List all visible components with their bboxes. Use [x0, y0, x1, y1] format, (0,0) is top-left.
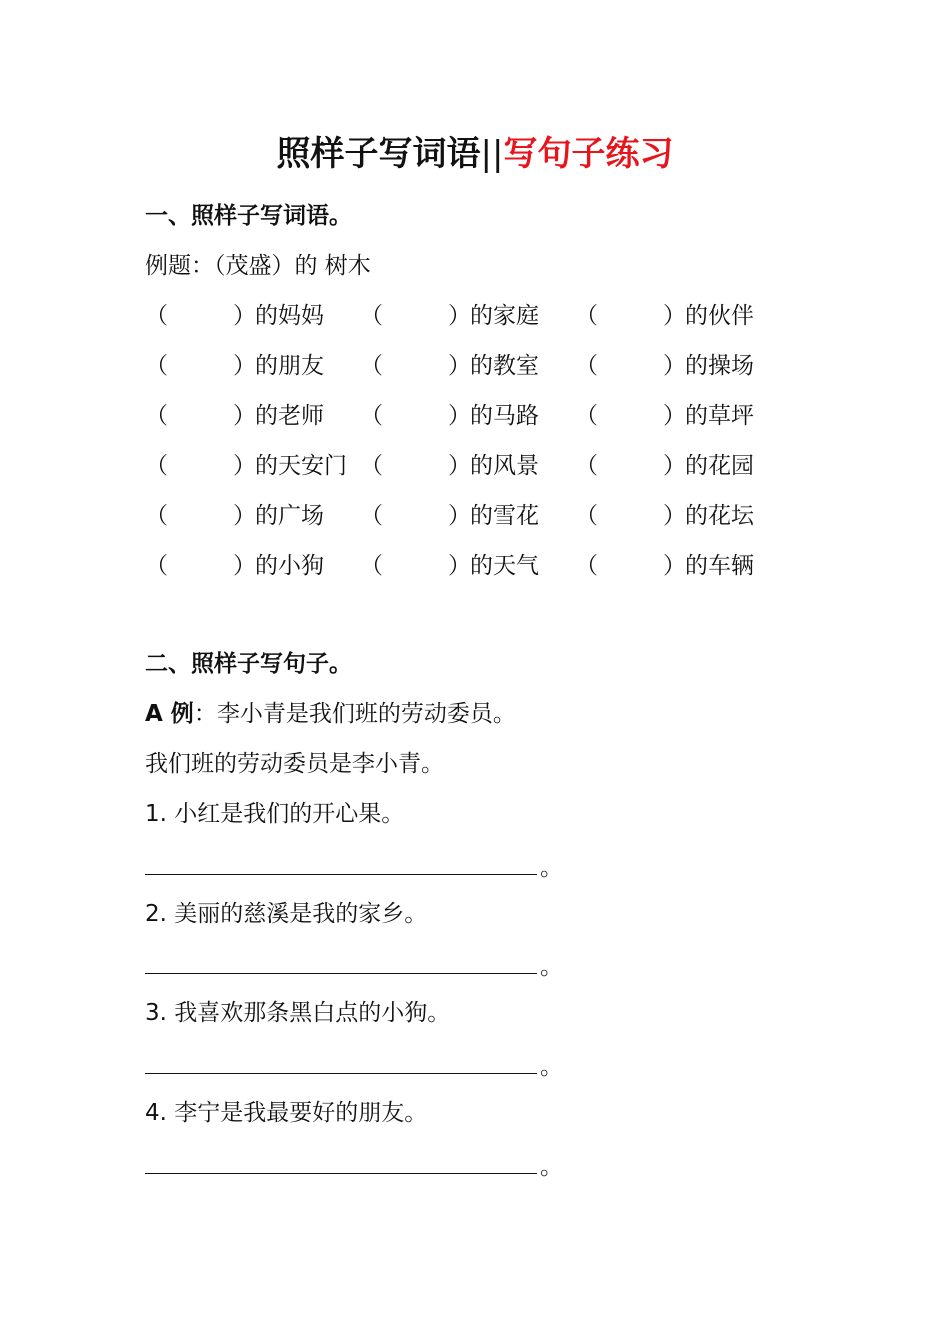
word-blank-cell: [360, 500, 560, 532]
open-paren: （: [575, 403, 598, 429]
open-paren: （: [360, 503, 383, 529]
word-blank-cell: [360, 350, 560, 382]
blank-input[interactable]: [384, 300, 444, 332]
target-word: 的伙伴: [685, 303, 754, 329]
exercise-item-4: 4. 李宁是我最要好的朋友。: [145, 1100, 428, 1126]
word-blank-cell: [575, 450, 775, 482]
open-paren: （: [360, 353, 383, 379]
close-paren: ）: [233, 553, 256, 579]
blank-input[interactable]: [599, 550, 659, 582]
word-blank-cell: [575, 550, 775, 582]
open-paren: （: [575, 353, 598, 379]
close-paren: ）: [448, 403, 471, 429]
word-blank-cell: [145, 400, 345, 432]
close-paren: ）: [663, 453, 686, 479]
word-blank-cell: [145, 450, 345, 482]
exercise-item-2: 2. 美丽的慈溪是我的家乡。: [145, 901, 428, 927]
word-blank-cell: [360, 400, 560, 432]
target-word: 的天安门: [255, 453, 347, 479]
open-paren: （: [145, 503, 168, 529]
section1-example: 例题：（茂盛）的 树木: [145, 253, 371, 279]
blank-input[interactable]: [599, 400, 659, 432]
target-word: 的车辆: [685, 553, 754, 579]
example-text: ：李小青是我们班的劳动委员。: [193, 701, 516, 727]
target-word: 的天气: [470, 553, 539, 579]
answer-line-4[interactable]: [145, 1173, 537, 1174]
section1-heading: 一、照样子写词语。: [145, 203, 352, 229]
close-paren: ）: [663, 503, 686, 529]
open-paren: （: [145, 303, 168, 329]
target-word: 的风景: [470, 453, 539, 479]
target-word: 的小狗: [255, 553, 324, 579]
exercise-item-3: 3. 我喜欢那条黑白点的小狗。: [145, 1000, 451, 1026]
open-paren: （: [575, 453, 598, 479]
page-title: [0, 130, 950, 178]
blank-input[interactable]: [169, 550, 229, 582]
close-paren: ）: [663, 303, 686, 329]
close-paren: ）: [233, 403, 256, 429]
blank-input[interactable]: [384, 500, 444, 532]
close-paren: ）: [448, 503, 471, 529]
open-paren: （: [575, 503, 598, 529]
word-blank-cell: [575, 350, 775, 382]
blank-input[interactable]: [169, 500, 229, 532]
blank-input[interactable]: [599, 300, 659, 332]
open-paren: （: [145, 353, 168, 379]
open-paren: （: [145, 403, 168, 429]
blank-input[interactable]: [384, 550, 444, 582]
open-paren: （: [145, 453, 168, 479]
word-blank-cell: [575, 400, 775, 432]
close-paren: ）: [663, 353, 686, 379]
word-blank-cell: [145, 500, 345, 532]
close-paren: ）: [663, 553, 686, 579]
word-blank-cell: [575, 300, 775, 332]
target-word: 的朋友: [255, 353, 324, 379]
target-word: 的家庭: [470, 303, 539, 329]
blank-input[interactable]: [169, 450, 229, 482]
word-blank-cell: [145, 300, 345, 332]
answer-period-4: 。: [540, 1154, 563, 1180]
target-word: 的草坪: [685, 403, 754, 429]
blank-input[interactable]: [599, 500, 659, 532]
close-paren: ）: [233, 453, 256, 479]
open-paren: （: [360, 303, 383, 329]
blank-input[interactable]: [599, 450, 659, 482]
close-paren: ）: [448, 353, 471, 379]
close-paren: ）: [233, 353, 256, 379]
blank-input[interactable]: [169, 400, 229, 432]
target-word: 的妈妈: [255, 303, 324, 329]
blank-input[interactable]: [169, 350, 229, 382]
open-paren: （: [360, 553, 383, 579]
target-word: 的操场: [685, 353, 754, 379]
word-blank-cell: [360, 450, 560, 482]
target-word: 的教室: [470, 353, 539, 379]
section2-heading: 二、照样子写句子。: [145, 651, 352, 677]
target-word: 的马路: [470, 403, 539, 429]
open-paren: （: [360, 453, 383, 479]
target-word: 的老师: [255, 403, 324, 429]
close-paren: ）: [233, 503, 256, 529]
target-word: 的花坛: [685, 503, 754, 529]
open-paren: （: [575, 303, 598, 329]
word-blank-cell: [360, 550, 560, 582]
blank-input[interactable]: [384, 350, 444, 382]
exercise-item-1: 1. 小红是我们的开心果。: [145, 801, 405, 827]
title-part2: 写句子练习: [503, 134, 674, 174]
blank-input[interactable]: [384, 450, 444, 482]
open-paren: （: [575, 553, 598, 579]
title-part1: 照样子写词语: [276, 134, 481, 174]
blank-input[interactable]: [169, 300, 229, 332]
close-paren: ）: [448, 553, 471, 579]
word-blank-cell: [575, 500, 775, 532]
example-label: A 例: [145, 701, 194, 727]
close-paren: ）: [448, 303, 471, 329]
answer-line-2[interactable]: [145, 973, 537, 974]
close-paren: ）: [448, 453, 471, 479]
answer-line-3[interactable]: [145, 1073, 537, 1074]
blank-input[interactable]: [384, 400, 444, 432]
answer-period-3: 。: [540, 1054, 563, 1080]
close-paren: ）: [233, 303, 256, 329]
section2-example: [145, 698, 516, 730]
open-paren: （: [145, 553, 168, 579]
blank-input[interactable]: [599, 350, 659, 382]
title-separator: ||: [480, 134, 504, 174]
target-word: 的广场: [255, 503, 324, 529]
word-blank-cell: [145, 550, 345, 582]
target-word: 的花园: [685, 453, 754, 479]
answer-period-1: 。: [540, 855, 563, 881]
word-blank-cell: [145, 350, 345, 382]
close-paren: ）: [663, 403, 686, 429]
open-paren: （: [360, 403, 383, 429]
section2-example-answer: 我们班的劳动委员是李小青。: [145, 751, 444, 777]
target-word: 的雪花: [470, 503, 539, 529]
answer-period-2: 。: [540, 954, 563, 980]
word-blank-cell: [360, 300, 560, 332]
answer-line-1[interactable]: [145, 874, 537, 875]
